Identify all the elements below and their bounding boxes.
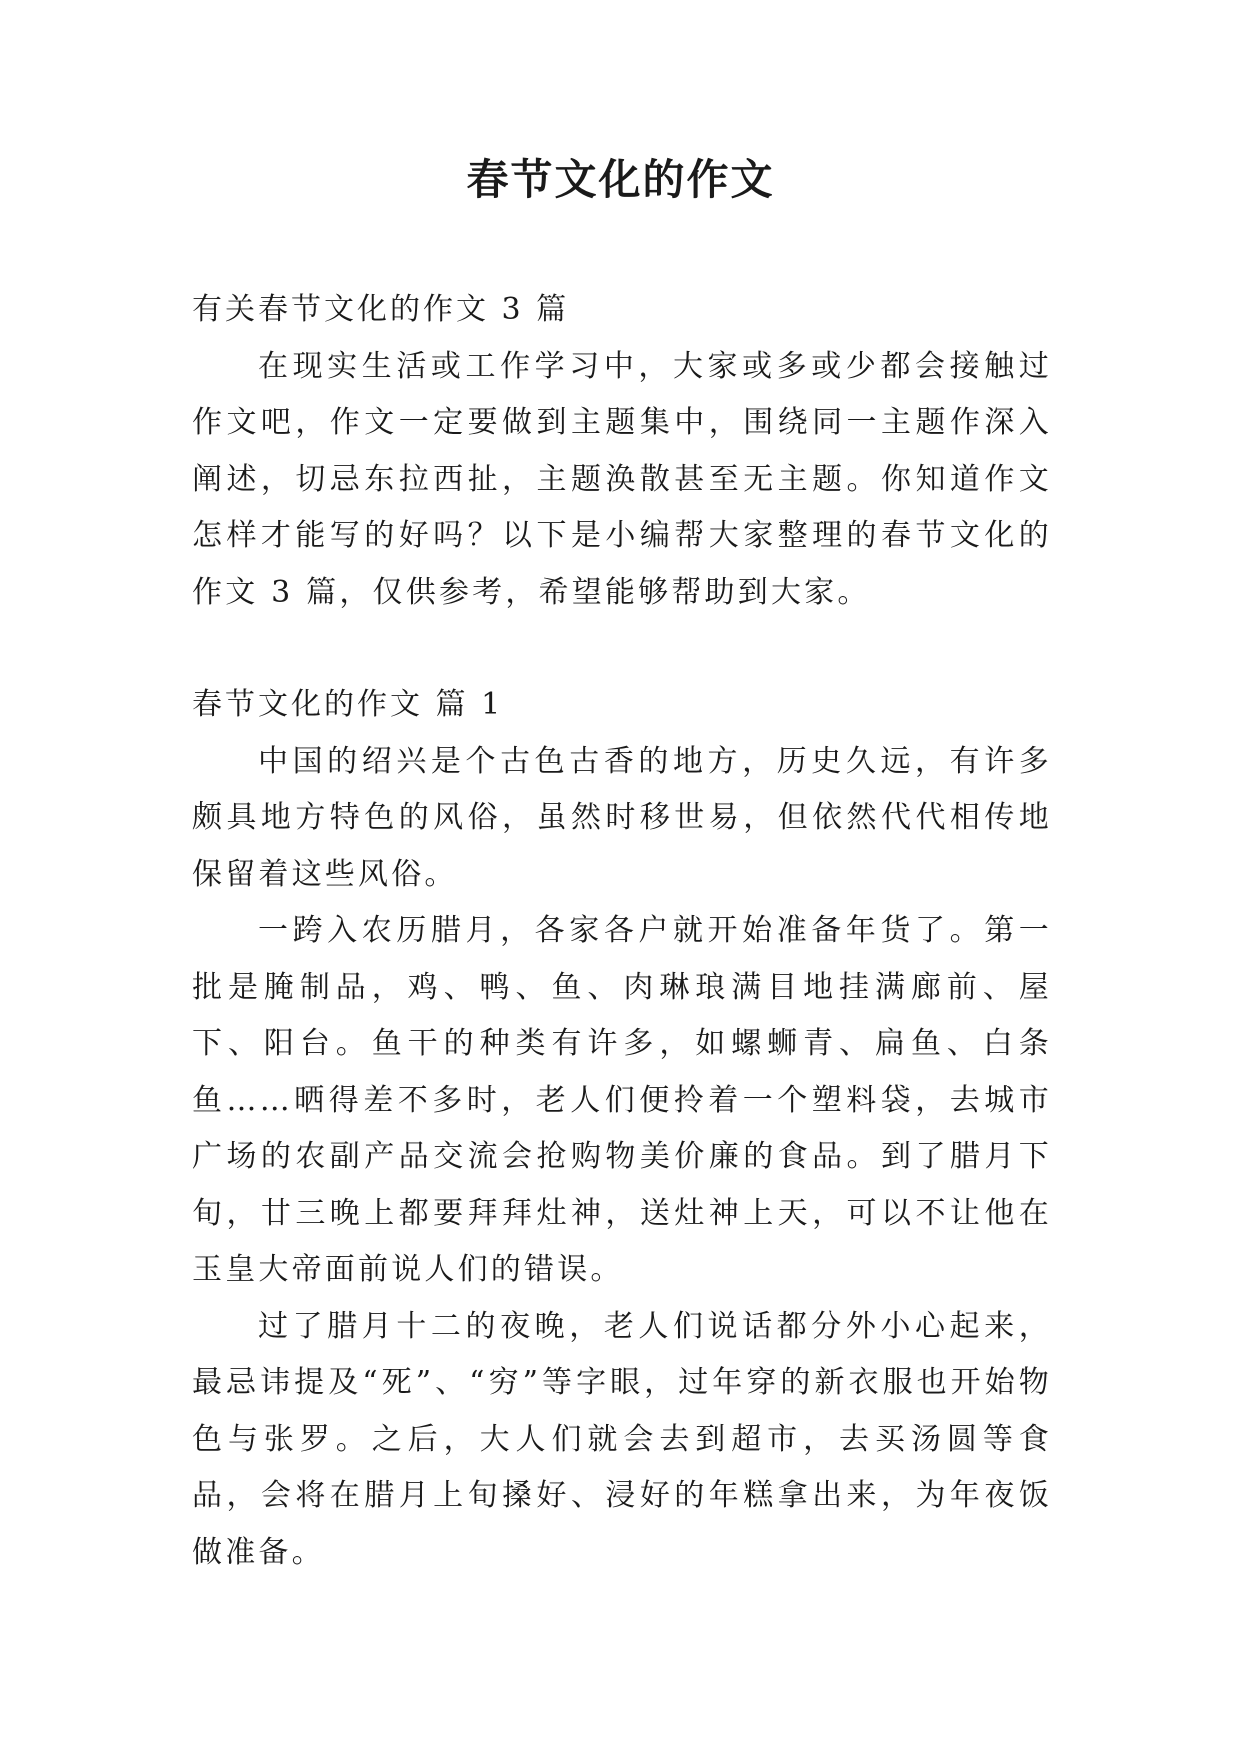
document-body (192, 282, 1052, 1581)
body-paragraph: 过了腊月十二的夜晚，老人们说话都分外小心起来，最忌讳提及“死”、“穷”等字眼，过年穿的新衣服也开始物色与张罗。之后，大人们就会去到超市，去买汤圆等食品，会将在腊月上旬搡好、浸好的年糕拿出来，为年夜饭做准备。 (192, 1308, 1052, 1570)
section-spacer (192, 621, 1052, 677)
document-title: 春节文化的作文 (466, 155, 775, 204)
section-heading: 春节文化的作文 篇 1 (192, 687, 504, 722)
body-paragraph: 一跨入农历腊月，各家各户就开始准备年货了。第一批是腌制品，鸡、鸭、鱼、肉琳琅满目地挂满廊前、屋下、阳台。鱼干的种类有许多，如螺蛳青、扁鱼、白条鱼……晒得差不多时，老人们便拎着一个塑料袋，去城市广场的农副产品交流会抢购物美价廉的食品。到了腊月下旬，廿三晚上都要拜拜灶神，送灶神上天，可以不让他在玉皇大帝面前说人们的错误。 (192, 913, 1052, 1287)
intro-paragraph: 在现实生活或工作学习中，大家或多或少都会接触过作文吧，作文一定要做到主题集中，围绕同一主题作深入阐述，切忌东拉西扯，主题涣散甚至无主题。你知道作文怎样才能写的好吗？以下是小编帮大家整理的春节文化的作文 3 篇，仅供参考，希望能够帮助到大家。 (192, 348, 1052, 610)
body-paragraph: 中国的绍兴是个古色古香的地方，历史久远，有许多颇具地方特色的风俗，虽然时移世易，但依然代代相传地保留着这些风俗。 (192, 743, 1052, 892)
document-subtitle: 有关春节文化的作文 3 篇 (192, 292, 570, 327)
